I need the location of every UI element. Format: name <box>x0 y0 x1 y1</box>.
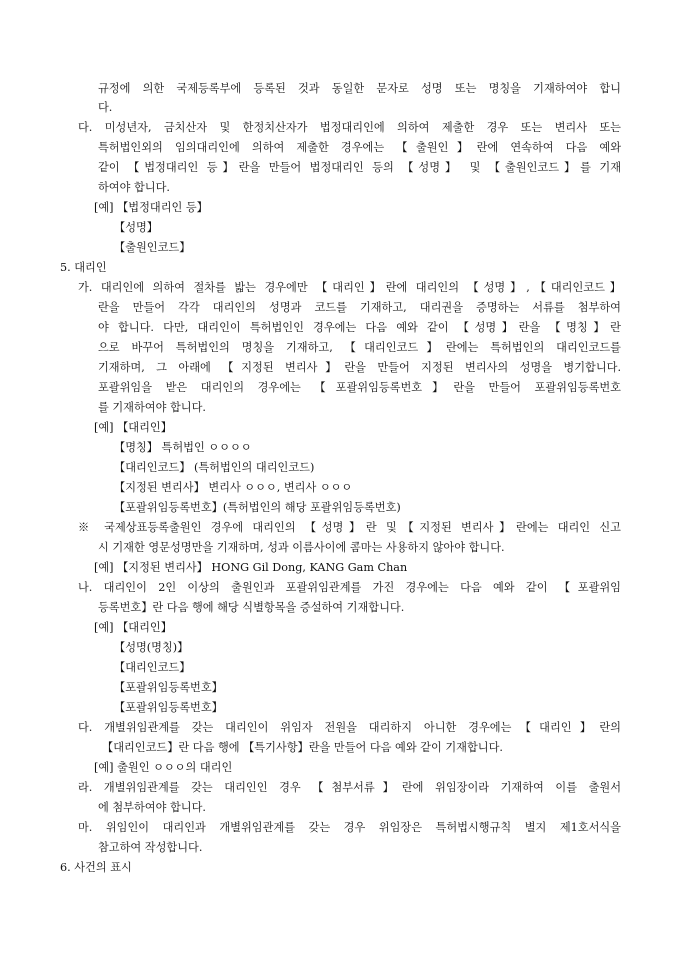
text-line: 참고하여 작성합니다. <box>98 841 203 854</box>
list-item-na: 나. 대리인이 2인 이상의 출원인과 포괄위임관계를 가진 경우에는 다음 예와 같이 【포괄위임 <box>78 581 621 594</box>
example-field: 【포괄위임등록번호】 <box>114 701 223 714</box>
example-field: 【대리인코드】 <box>114 661 191 674</box>
section-heading: 5. 대리인 <box>60 261 107 274</box>
list-item-ma: 마. 위임인이 대리인과 개별위임관계를 갖는 경우 위임장은 특허법시행규칙 별지 제1호서식을 <box>78 821 621 834</box>
note-line: ※ 국제상표등록출원인 경우에 대리인의 【성명】란 및【지정된 변리사】란에는 대리인 신고 <box>78 521 621 534</box>
text-line: 다. <box>98 101 113 114</box>
example-field: 【명칭】 특허법인 ㅇㅇㅇㅇ <box>114 441 252 454</box>
text-line: 으로 바꾸어 특허법인의 명칭을 기재하고, 【대리인코드】란에는 특허법인의 대리인코드를 <box>98 341 621 354</box>
list-item-ra: 라. 개별위임관계를 갖는 대리인인 경우 【첨부서류】란에 위임장이라 기재하여 이를 출원서 <box>78 781 621 794</box>
text-line: 등록번호】란 다음 행에 해당 식별항목을 증설하여 기재합니다. <box>98 601 405 614</box>
text-line: 란을 만들어 각각 대리인의 성명과 코드를 기재하고, 대리권을 증명하는 서류를 첨부하여 <box>98 301 621 314</box>
example-label: [예] 【지정된 변리사】 HONG Gil Dong, KANG Gam Chan <box>94 561 408 574</box>
example-field: 【포괄위임등록번호】(특허법인의 해당 포괄위임등록번호) <box>114 501 401 514</box>
section-heading: 6. 사건의 표시 <box>60 861 132 874</box>
example-field: 【성명】 <box>114 221 158 234</box>
text-line: 【대리인코드】란 다음 행에 【특기사항】란을 만들어 다음 예와 같이 기재합니다. <box>102 741 503 754</box>
example-field: 【출원인코드】 <box>114 241 191 254</box>
list-item-da-2: 다. 개별위임관계를 갖는 대리인이 위임자 전원을 대리하지 아니한 경우에는【대리인】란의 <box>78 721 621 734</box>
list-item-ga: 가. 대리인에 의하여 절차를 밟는 경우에만 【대리인】란에 대리인의 【성명】,【대리인코드】 <box>78 281 621 294</box>
text-line: 야 합니다. 다만, 대리인이 특허법인인 경우에는 다음 예와 같이 【성명】란을 【명칭】란 <box>98 321 621 334</box>
text-line: 같이 【법정대리인 등】란을 만들어 법정대리인 등의 【성명】 및 【출원인코드】를 기재 <box>98 161 621 174</box>
text-line: 하여야 합니다. <box>98 181 170 194</box>
list-item-da: 다. 미성년자, 금치산자 및 한정치산자가 법정대리인에 의하여 제출한 경우 또는 변리사 또는 <box>78 121 621 134</box>
example-label: [예] 출원인 ㅇㅇㅇ의 대리인 <box>94 761 233 774</box>
text-line: 에 첨부하여야 합니다. <box>98 801 206 814</box>
text-line: 시 기재한 영문성명만을 기재하며, 성과 이름사이에 콤마는 사용하지 않아야 합니다. <box>98 541 505 554</box>
example-field: 【성명(명칭)】 <box>114 641 189 654</box>
text-line: 를 기재하여야 합니다. <box>98 401 206 414</box>
text-line: 포괄위임을 받은 대리인의 경우에는 【포괄위임등록번호】란을 만들어 포괄위임등록번호 <box>98 381 621 394</box>
example-field: 【포괄위임등록번호】 <box>114 681 223 694</box>
text-line: 특허법인외의 임의대리인에 의하여 제출한 경우에는 【출원인】란에 연속하여 다음 예와 <box>98 141 621 154</box>
text-line: 기재하며, 그 아래에 【지정된 변리사】란을 만들어 지정된 변리사의 성명을 병기합니다. <box>98 361 621 374</box>
example-field: 【지정된 변리사】 변리사 ㅇㅇㅇ, 변리사 ㅇㅇㅇ <box>114 481 353 494</box>
example-label: [예] 【법정대리인 등】 <box>94 201 208 214</box>
example-field: 【대리인코드】 (특허법인의 대리인코드) <box>114 461 315 474</box>
text-line: 규정에 의한 국제등록부에 등록된 것과 동일한 문자로 성명 또는 명칭을 기재하여야 합니 <box>98 82 621 95</box>
example-label: [예] 【대리인】 <box>94 621 172 634</box>
example-label: [예] 【대리인】 <box>94 421 172 434</box>
